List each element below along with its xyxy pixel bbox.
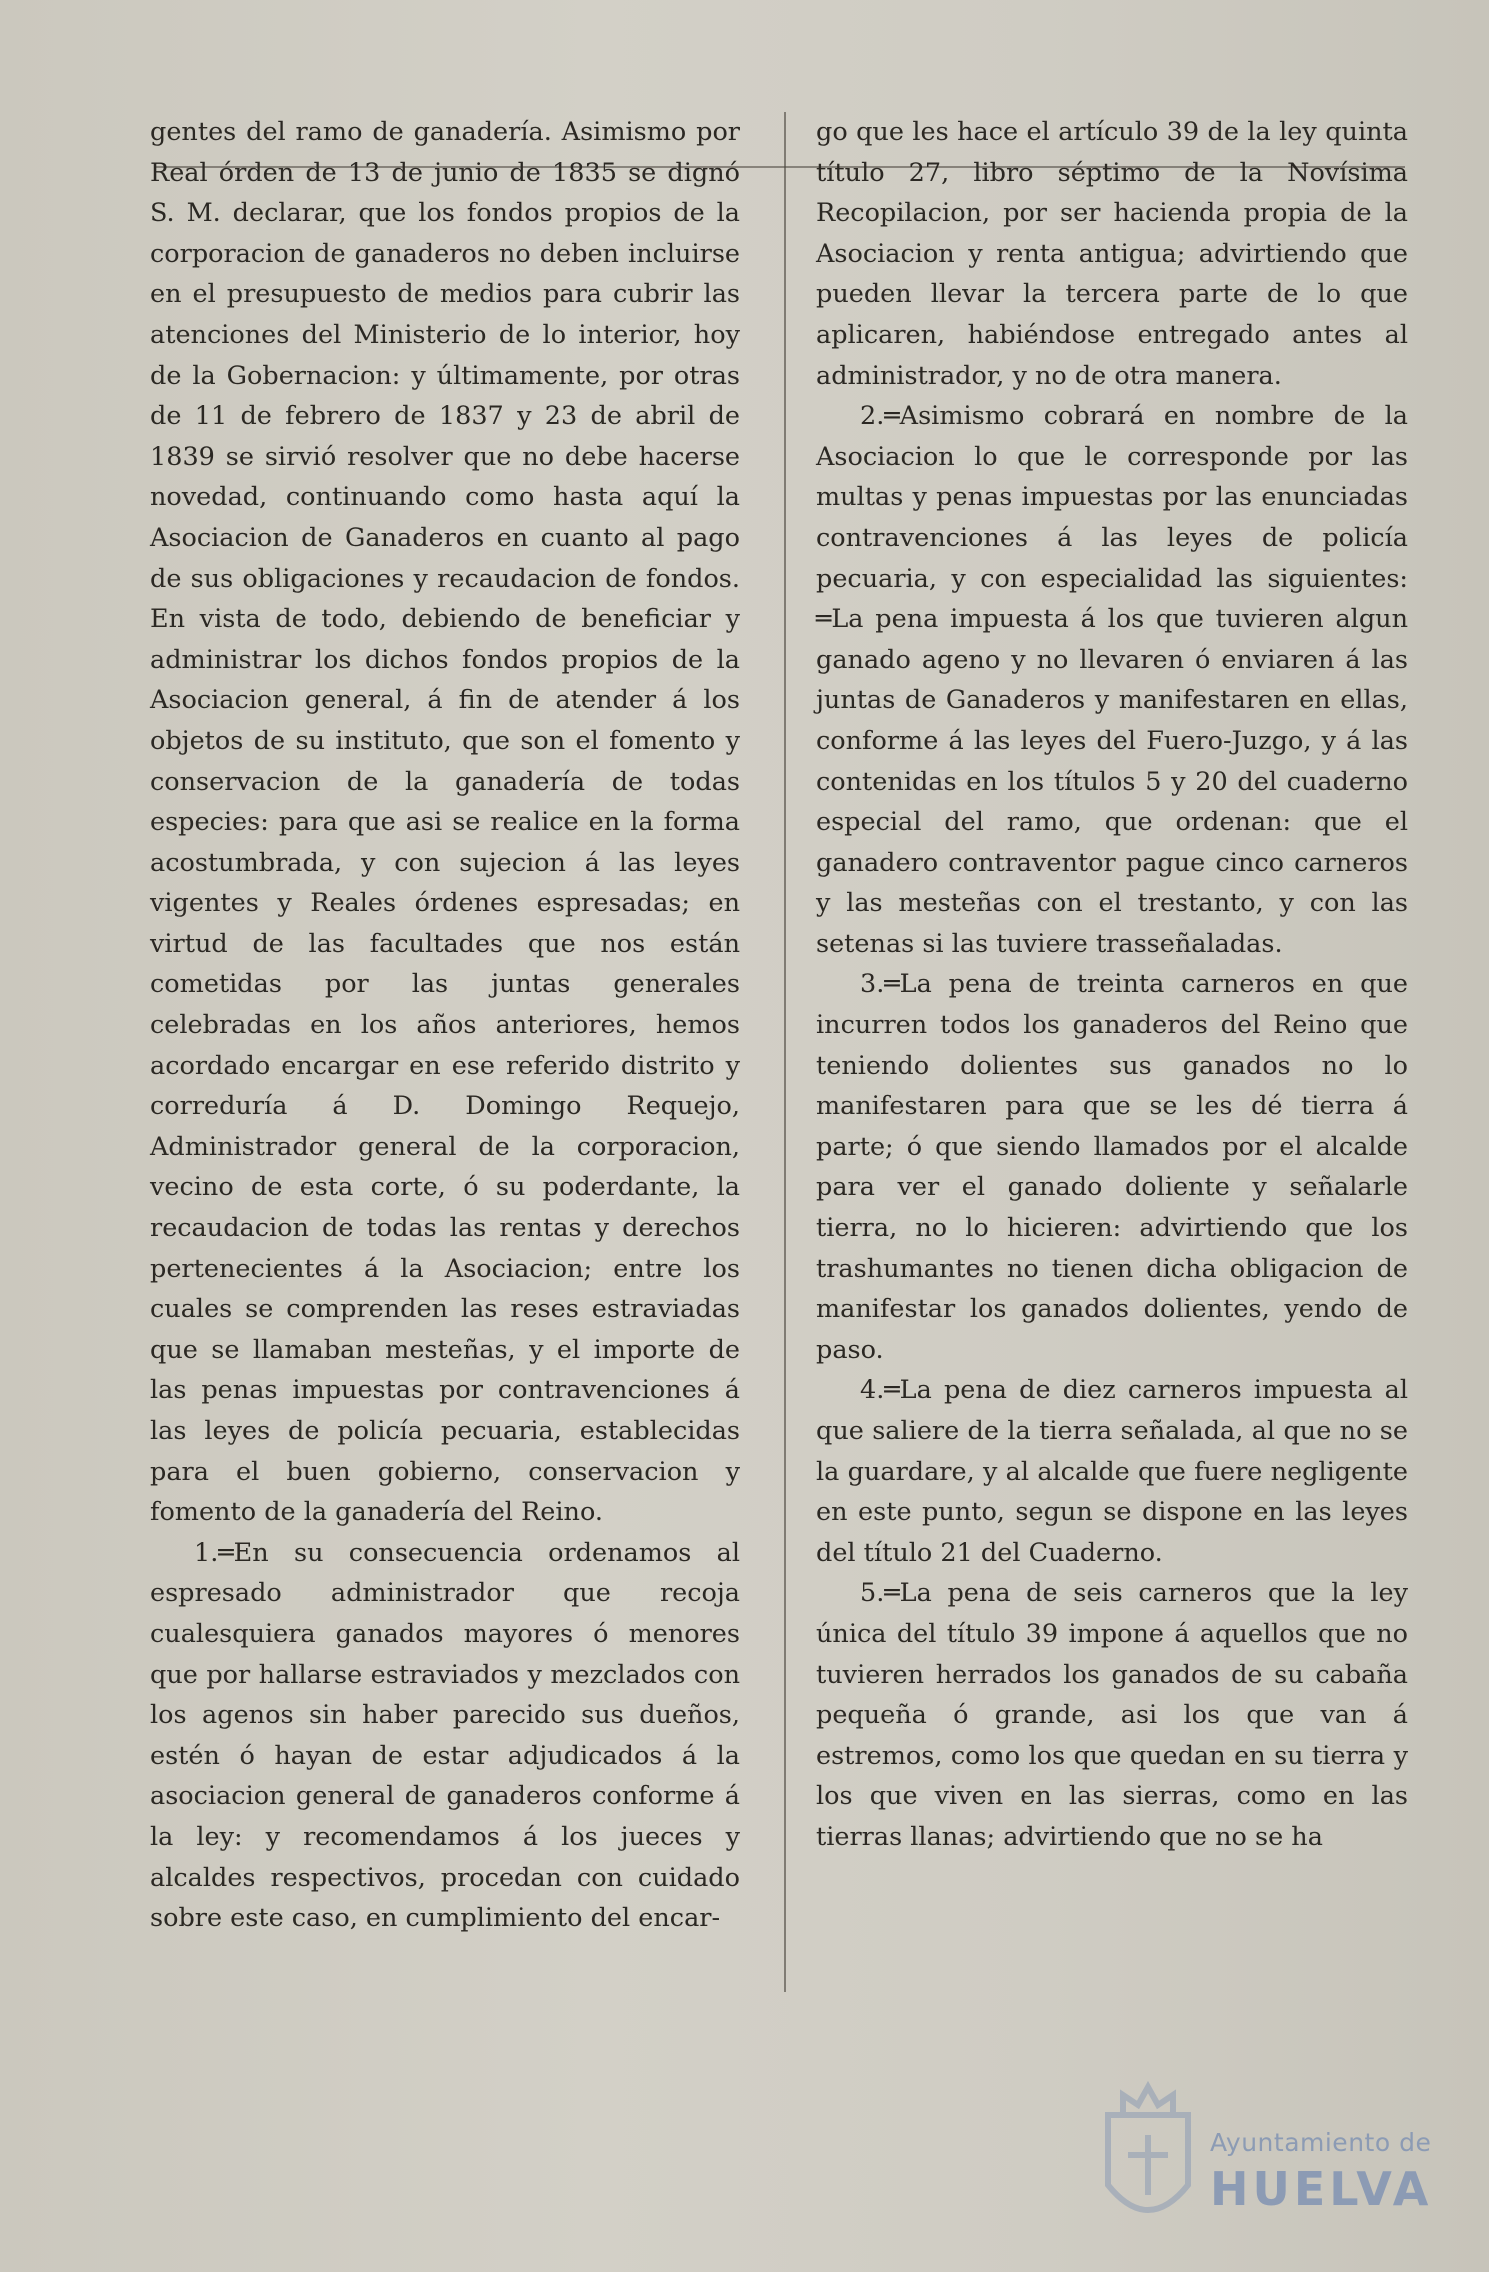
right-paragraph-5: 5.═La pena de seis carneros que la ley única del título 39 impone á aquellos que no tuvieren herrados los ganados de su cabaña pequeña ó grande, asi los que van á estremos, como los que quedan en su tierra y los que viven en las sierras, como en las tierras llanas; advirtiendo que no se ha: [816, 1578, 1408, 1852]
huelva-shield-icon: [1078, 2075, 1418, 2245]
right-paragraph-4: 4.═La pena de diez carneros impuesta al que saliere de la tierra señalada, al que no se la guardare, y al alcalde que fuere negligente en este punto, segun se dispone en las leyes del título 21 del Cuaderno.: [816, 1375, 1408, 1568]
left-column: [150, 112, 740, 1939]
column-divider: [784, 112, 786, 1992]
right-paragraph-2: 2.═Asimismo cobrará en nombre de la Asociacion lo que le corresponde por las multas y penas impuestas por las enunciadas contravenciones á las leyes de policía pecuaria, y con especialidad las siguientes: ═La pena impuesta á los que tuvieren algun ganado ageno y no llevaren ó enviaren á las juntas de Ganaderos y manifestaren en ellas, conforme á las leyes del Fuero-Juzgo, y á las contenidas en los títulos 5 y 20 del cuaderno especial del ramo, que ordenan: que el ganadero contraventor pague cinco carneros y las mesteñas con el trestanto, y con las setenas si las tuviere trasseñaladas.: [816, 401, 1408, 959]
left-paragraph-1: gentes del ramo de ganadería. Asimismo por Real órden de 13 de junio de 1835 se dignó S. M. declarar, que los fondos propios de la corporacion de ganaderos no deben incluirse en el presupuesto de medios para cubrir las atenciones del Ministerio de lo interior, hoy de la Gobernacion: y últimamente, por otras de 11 de febrero de 1837 y 23 de abril de 1839 se sirvió resolver que no debe hacerse novedad, continuando como hasta aquí la Asociacion de Ganaderos en cuanto al pago de sus obligaciones y recaudacion de fondos. En vista de todo, debiendo de beneficiar y administrar los dichos fondos propios de la Asociacion general, á fin de atender á los objetos de su instituto, que son el fomento y conservacion de la ganadería de todas especies: para que asi se realice en la forma acostumbrada, y con sujecion á las leyes vigentes y Reales órdenes espresadas; en virtud de las facultades que nos están cometidas por las juntas generales celebradas en los años anteriores, hemos acordado encargar en ese referido distrito y correduría á D. Domingo Requejo, Administrador general de la corporacion, vecino de esta corte, ó su poderdante, la recaudacion de todas las rentas y derechos pertenecientes á la Asociacion; entre los cuales se comprenden las reses estraviadas que se llamaban mesteñas, y el importe de las penas impuestas por contravenciones á las leyes de policía pecuaria, establecidas para el buen gobierno, conservacion y fomento de la ganadería del Reino.: [150, 117, 740, 1528]
left-paragraph-2: 1.═En su consecuencia ordenamos al espresado administrador que recoja cualesquiera ganados mayores ó menores que por hallarse estraviados y mezclados con los agenos sin haber parecido sus dueños, estén ó hayan de estar adjudicados á la asociacion general de ganaderos conforme á la ley: y recomendamos á los jueces y alcaldes respectivos, procedan con cuidado sobre este caso, en cumplimiento del encar-: [150, 1537, 740, 1934]
watermark-line-2: HUELVA: [1210, 2162, 1433, 2216]
right-column: [816, 112, 1408, 1858]
right-paragraph-1: go que les hace el artículo 39 de la ley quinta título 27, libro séptimo de la Novísima Recopilacion, por ser hacienda propia de la Asociacion y renta antigua; advirtiendo que pueden llevar la tercera parte de lo que aplicaren, habiéndose entregado antes al administrador, y no de otra manera.: [816, 117, 1408, 391]
right-paragraph-3: 3.═La pena de treinta carneros en que incurren todos los ganaderos del Reino que teniendo dolientes sus ganados no lo manifestaren para que se les dé tierra á parte; ó que siendo llamados por el alcalde para ver el ganado doliente y señalarle tierra, no lo hicieren: advirtiendo que los trashumantes no tienen dicha obligacion de manifestar los ganados dolientes, yendo de paso.: [816, 969, 1408, 1365]
watermark-line-1: Ayuntamiento de: [1210, 2128, 1432, 2157]
